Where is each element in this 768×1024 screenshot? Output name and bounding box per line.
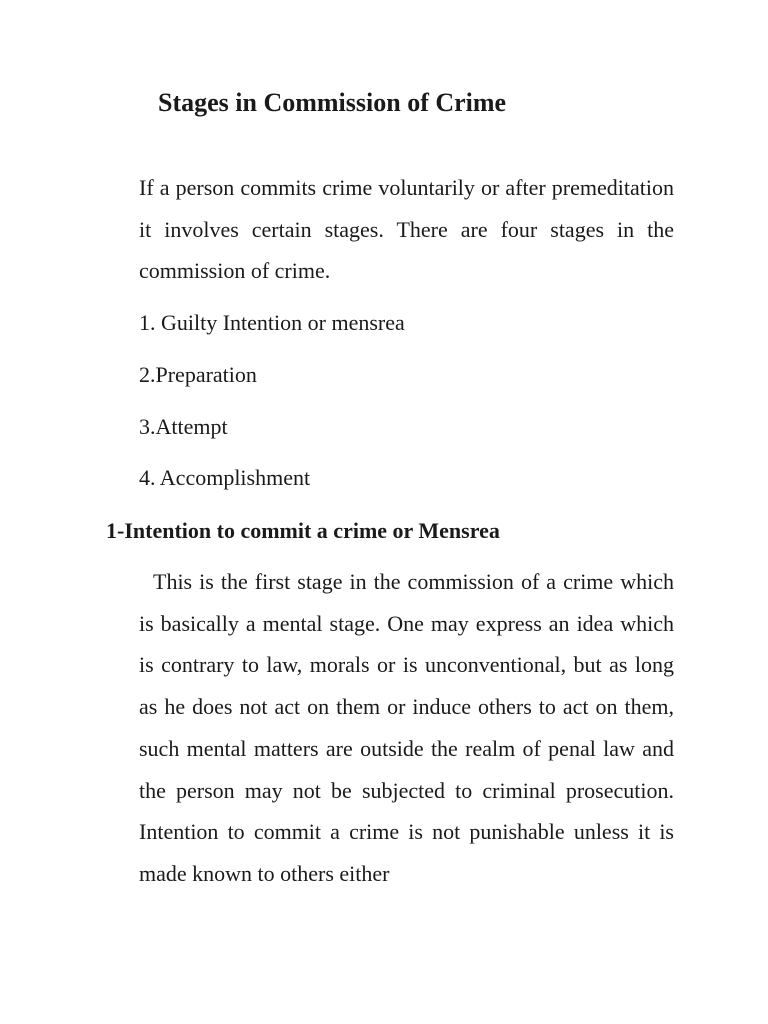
intro-paragraph: If a person commits crime voluntarily or after premeditation it involves certain stages. There are four stages in the commission of crime.: [139, 175, 674, 284]
page-title: Stages in Commission of Crime: [158, 88, 507, 117]
section-heading: 1-Intention to commit a crime or Mensrea: [106, 518, 500, 543]
stage-item-1: 1. Guilty Intention or mensrea: [139, 310, 405, 335]
stage-item-3: 3.Attempt: [139, 414, 228, 439]
stage-item-2: 2.Preparation: [139, 362, 257, 387]
section-body-paragraph: This is the first stage in the commission of a crime which is basically a mental stage. One may express an idea which is contrary to law, morals or is unconventional, but as long as he does not act on them or induce others to act on them, such mental matters are outside the realm of penal law and the person may not be subjected to criminal prosecution. Intention to commit a crime is not punishable unless it is made known to others either: [139, 569, 674, 886]
stage-item-4: 4. Accomplishment: [139, 465, 311, 490]
